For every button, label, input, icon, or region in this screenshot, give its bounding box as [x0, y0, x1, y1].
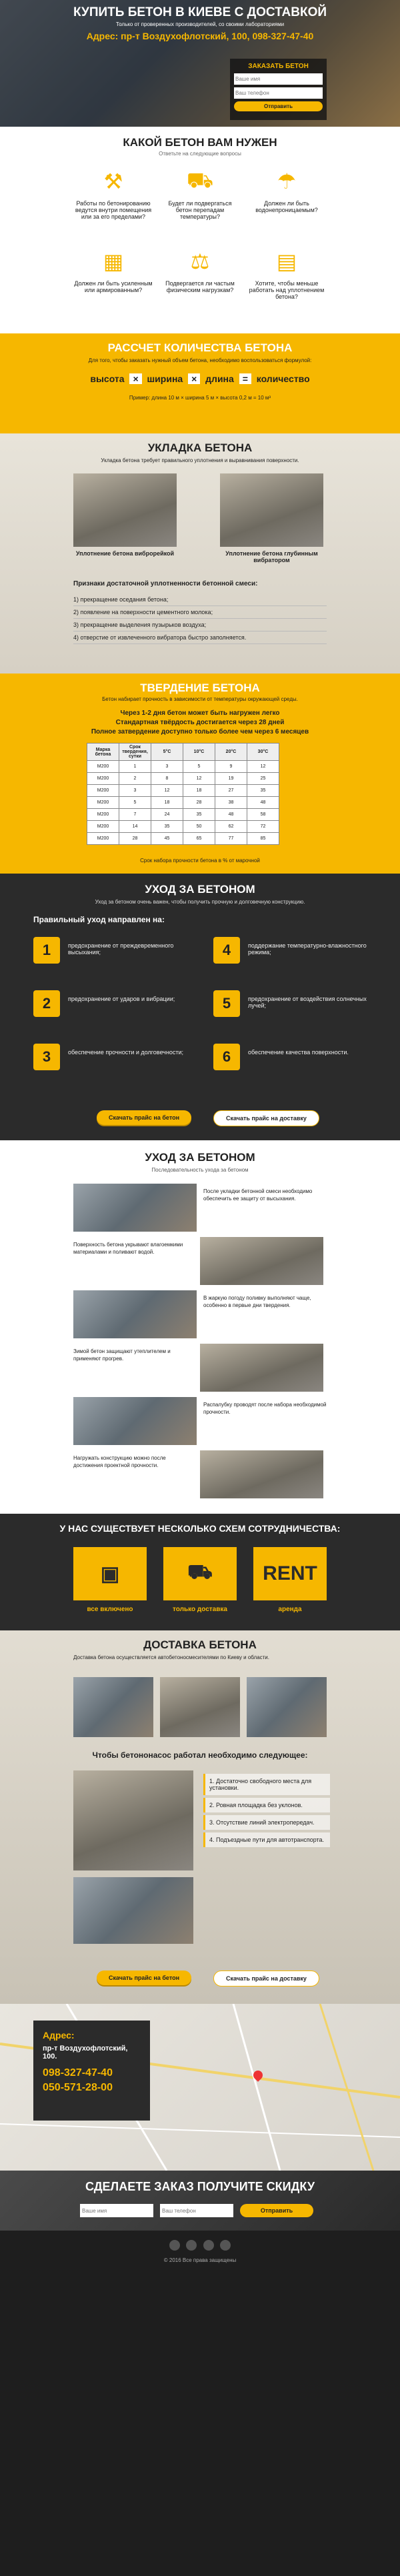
table-cell: 38	[215, 797, 247, 809]
care-number: 6	[213, 1044, 240, 1070]
table-header-cell: 30°C	[247, 744, 279, 761]
care-photo	[73, 1184, 197, 1232]
care-step-text: После укладки бетонной смеси необходимо обеспечить ее защиту от высыхания.	[203, 1188, 313, 1202]
calc-title: РАССЧЕТ КОЛИЧЕСТВА БЕТОНА	[107, 341, 293, 354]
hard-title: ТВЕРДЕНИЕ БЕТОНА	[140, 682, 260, 694]
table-cell: 12	[183, 773, 215, 785]
discount-submit-button[interactable]: Отправить	[240, 2204, 313, 2217]
scheme-label: аренда	[278, 1606, 302, 1613]
contacts-section	[0, 2004, 400, 2171]
submit-button[interactable]: Отправить	[234, 101, 323, 111]
footer-copy: © 2016 Все права защищены	[163, 2257, 237, 2263]
table-cell: M200	[87, 833, 119, 845]
sign-item: 2) появление на поверхности цементного молока;	[73, 606, 327, 619]
question-text: Должен ли быть усиленным или армированным?	[74, 280, 153, 293]
sign-item: 1) прекращение оседания бетона;	[73, 593, 327, 606]
care-number: 4	[213, 937, 240, 964]
name-input[interactable]	[234, 73, 323, 85]
table-row	[87, 761, 279, 773]
care2-title: УХОД ЗА БЕТОНОМ	[145, 1151, 255, 1164]
table-cell: 48	[247, 797, 279, 809]
which-section	[0, 127, 400, 333]
discount-title: СДЕЛАЕТЕ ЗАКАЗ ПОЛУЧИТЕ СКИДКУ	[85, 2180, 315, 2193]
table-cell: 62	[215, 821, 247, 833]
address-label: Адрес:	[43, 2030, 75, 2041]
table-cell: 1	[119, 761, 151, 773]
question-text: Будет ли подвергаться бетон перепадам температуры?	[168, 200, 232, 220]
calc-section	[0, 333, 400, 433]
formula-length: длина	[205, 373, 234, 384]
delivery-photo-1	[73, 1677, 153, 1737]
calc-example: Пример: длина 10 м × ширина 5 м × высота 0,2 м = 10 м³	[129, 395, 271, 401]
address-text: пр-т Воздухофлотский, 100.	[43, 2045, 128, 2061]
question-text: Хотите, чтобы меньше работать над уплотнением бетона?	[249, 280, 325, 300]
formula-result: количество	[256, 373, 310, 384]
table-cell: M200	[87, 785, 119, 797]
care-item-text: обеспечение прочности и долговечности;	[68, 1049, 183, 1056]
table-cell: 5	[183, 761, 215, 773]
table-cell: 85	[247, 833, 279, 845]
care2-section	[0, 1140, 400, 1514]
question-item	[247, 167, 327, 213]
table-cell: 7	[119, 809, 151, 821]
need-item: 1. Достаточно свободного места для установки.	[203, 1774, 330, 1795]
hammer-icon: ⚒	[103, 169, 123, 193]
hard-line3: Полное затвердение доступно только более чем через 6 месяцев	[91, 728, 309, 736]
table-header-cell: 20°C	[215, 744, 247, 761]
care2-subtitle: Последовательность ухода за бетоном	[151, 1167, 249, 1173]
table-row	[87, 773, 279, 785]
signs-title: Признаки достаточной уплотненности бетонной смеси:	[73, 580, 258, 587]
table-cell: 12	[247, 761, 279, 773]
table-cell: 48	[215, 809, 247, 821]
hero-address: Адрес: пр-т Воздухофлотский, 100, 098-327-47-40	[86, 31, 314, 41]
ukladka-title: УКЛАДКА БЕТОНА	[147, 441, 253, 454]
care-item-text: предохранение от воздействия солнечных лучей;	[248, 996, 367, 1009]
table-cell: 3	[151, 761, 183, 773]
calc-desc: Для того, чтобы заказать нужный объем бетона, необходимо воспользоваться формулой:	[88, 357, 312, 363]
care-step-text: Распалубку проводят после набора необходимой прочности.	[203, 1402, 327, 1416]
wall-icon: ▤	[276, 249, 297, 273]
care-item-text: обеспечение качества поверхности.	[248, 1049, 349, 1056]
table-cell: 65	[183, 833, 215, 845]
discount-phone-input[interactable]	[160, 2204, 233, 2217]
need-item: 3. Отсутствие линий электропередач.	[203, 1815, 330, 1830]
hero-section	[0, 0, 400, 127]
schemes-title: У НАС СУЩЕСТВУЕТ НЕСКОЛЬКО СХЕМ СОТРУДНИЧЕСТВА:	[59, 1523, 341, 1534]
table-cell: 3	[119, 785, 151, 797]
scheme-label: только доставка	[173, 1606, 227, 1613]
contacts-card	[33, 2021, 150, 2121]
table-cell: 27	[215, 785, 247, 797]
social-icons	[0, 2240, 400, 2253]
table-cell: M200	[87, 809, 119, 821]
care-delivery-button[interactable]: Скачать прайс на доставку	[213, 1110, 319, 1126]
phone-2[interactable]: 050-571-28-00	[43, 2082, 113, 2093]
delivery-photo-3	[247, 1677, 327, 1737]
formula-op: ×	[129, 373, 141, 384]
ukladka-desc: Укладка бетона требует правильного уплотнения и выравнивания поверхности.	[101, 457, 299, 463]
hard-note: Срок набора прочности бетона в % от марочной	[140, 858, 260, 864]
table-header-cell: 10°C	[183, 744, 215, 761]
schemes-section	[0, 1514, 400, 1630]
ukladka-section	[0, 433, 400, 674]
care-number: 5	[213, 990, 240, 1017]
delivery-price-button[interactable]: Скачать прайс на бетон	[97, 1971, 191, 1985]
pump-photo-2	[73, 1877, 193, 1944]
pump-photo	[73, 1770, 193, 1870]
table-cell: 12	[151, 785, 183, 797]
form-title: ЗАКАЗАТЬ БЕТОН	[248, 63, 309, 70]
needs-list	[203, 1774, 330, 1850]
table-cell: M200	[87, 821, 119, 833]
care-desc: Уход за бетоном очень важен, чтобы получить прочную и долговечную конструкцию.	[95, 899, 305, 905]
phone-1[interactable]: 098-327-47-40	[43, 2067, 113, 2079]
grid-icon: ▦	[103, 249, 124, 273]
table-row	[87, 797, 279, 809]
formula-op: ×	[188, 373, 200, 384]
table-cell: 8	[151, 773, 183, 785]
footer	[0, 2231, 400, 2576]
care-list-title: Правильный уход направлен на:	[33, 915, 165, 924]
care-step-text: Зимой бетон защищают утеплителем и применяют прогрев.	[73, 1348, 171, 1362]
deep-vibro-photo	[220, 473, 323, 547]
table-row	[87, 785, 279, 797]
table-cell: 28	[119, 833, 151, 845]
table-cell: 5	[119, 797, 151, 809]
signs-list	[73, 593, 327, 644]
table-cell: 35	[183, 809, 215, 821]
table-cell: 35	[151, 821, 183, 833]
which-subtitle: Ответьте на следующие вопросы	[159, 151, 241, 157]
table-cell: 18	[151, 797, 183, 809]
table-cell: 9	[215, 761, 247, 773]
discount-section	[0, 2171, 400, 2231]
care-item-text: поддержание температурно-влажностного режима;	[248, 942, 367, 956]
rent-icon: RENT	[253, 1547, 327, 1600]
table-cell: M200	[87, 773, 119, 785]
question-text: Должен ли быть водонепроницаемым?	[255, 200, 318, 213]
care-number: 2	[33, 990, 60, 1017]
care-photo	[73, 1290, 197, 1338]
hard-desc: Бетон набирает прочность в зависимости от температуры окружающей среды.	[102, 696, 298, 702]
table-cell: 25	[247, 773, 279, 785]
truck-icon: ⛟	[186, 167, 214, 192]
care-section	[0, 874, 400, 1140]
hard-section	[0, 674, 400, 874]
table-row	[87, 809, 279, 821]
vk-icon[interactable]	[169, 2240, 180, 2251]
table-row	[87, 833, 279, 845]
table-cell: 19	[215, 773, 247, 785]
care-number: 3	[33, 1044, 60, 1070]
delivery-photo-2	[160, 1677, 240, 1737]
vibro-photo	[73, 473, 177, 547]
hero-subtitle: Только от проверенных производителей, со своими лабораториями	[115, 21, 285, 27]
formula-height: высота	[90, 373, 125, 384]
umbrella-icon: ☂	[277, 169, 297, 193]
need-title: Чтобы бетононасос работал необходимо следующее:	[92, 1750, 308, 1760]
need-item: 4. Подъездные пути для автотранспорта.	[203, 1832, 330, 1847]
delivery-title: ДОСТАВКА БЕТОНА	[143, 1638, 257, 1651]
phone-input[interactable]	[234, 87, 323, 99]
care-step-text: Нагружать конструкцию можно после достижения проектной прочности.	[73, 1455, 166, 1469]
hero-title: КУПИТЬ БЕТОН В КИЕВЕ С ДОСТАВКОЙ	[73, 5, 327, 19]
question-text: Работы по бетонированию ведутся внутри помещения или за его пределами?	[75, 200, 152, 220]
hardening-table	[87, 743, 279, 845]
question-item	[160, 247, 240, 293]
care-item-text: предохранение от преждевременного высыхания;	[68, 942, 174, 956]
deep-vibro-caption: Уплотнение бетона глубинным вибратором	[225, 550, 318, 563]
google-icon[interactable]	[220, 2240, 231, 2251]
table-header-row	[87, 744, 279, 761]
table-cell: 28	[183, 797, 215, 809]
calc-formula	[0, 373, 400, 384]
table-cell: 72	[247, 821, 279, 833]
table-cell: 35	[247, 785, 279, 797]
weight-icon: ⚖	[190, 249, 210, 273]
question-text: Подвергается ли частым физическим нагрузкам?	[165, 280, 235, 293]
delivery-desc: Доставка бетона осуществляется автобетоносмесителями по Киеву и области.	[73, 1654, 269, 1660]
table-cell: 50	[183, 821, 215, 833]
care-photo	[200, 1237, 323, 1285]
hard-line2: Стандартная твёрдость достигается через 28 дней	[115, 719, 285, 726]
table-cell: 58	[247, 809, 279, 821]
which-title: КАКОЙ БЕТОН ВАМ НУЖЕН	[123, 136, 277, 149]
table-header-cell: Марка бетона	[87, 744, 119, 761]
formula-width: ширина	[147, 373, 183, 384]
delivery-delivery-button[interactable]: Скачать прайс на доставку	[213, 1971, 319, 1987]
table-header-cell: Срок твердения, сутки	[119, 744, 151, 761]
care-item-text: предохранение от ударов и вибрации;	[68, 996, 175, 1002]
table-row	[87, 821, 279, 833]
facebook-icon[interactable]	[186, 2240, 197, 2251]
formula-op: =	[239, 373, 251, 384]
scheme-label: все включено	[87, 1606, 133, 1613]
care-photo	[200, 1450, 323, 1498]
question-item	[73, 247, 153, 293]
table-cell: 77	[215, 833, 247, 845]
twitter-icon[interactable]	[203, 2240, 214, 2251]
hero-order-form	[230, 59, 327, 120]
table-cell: M200	[87, 797, 119, 809]
table-cell: 24	[151, 809, 183, 821]
need-item: 2. Ровная площадка без уклонов.	[203, 1798, 330, 1812]
discount-name-input[interactable]	[80, 2204, 153, 2217]
sign-item: 4) отверстие от извлеченного вибратора быстро заполняется.	[73, 631, 327, 644]
box-icon: ▣	[73, 1547, 147, 1600]
table-header-cell: 5°C	[151, 744, 183, 761]
care-number: 1	[33, 937, 60, 964]
table-cell: 45	[151, 833, 183, 845]
care-title: УХОД ЗА БЕТОНОМ	[145, 883, 255, 896]
care-price-button[interactable]: Скачать прайс на бетон	[97, 1110, 191, 1125]
sign-item: 3) прекращение выделения пузырьков воздуха;	[73, 619, 327, 631]
care-photo	[73, 1397, 197, 1445]
delivery-icon: ⛟	[163, 1547, 237, 1600]
hard-line1: Через 1-2 дня бетон может быть нагружен легко	[120, 710, 280, 717]
delivery-section	[0, 1630, 400, 2004]
table-cell: 14	[119, 821, 151, 833]
care-step-text: В жаркую погоду поливку выполняют чаще, особенно в первые дни твердения.	[203, 1295, 311, 1309]
question-item	[160, 167, 240, 220]
care-step-text: Поверхность бетона укрывают влагоемкими материалами и поливают водой.	[73, 1242, 183, 1256]
table-cell: 18	[183, 785, 215, 797]
question-item	[73, 167, 153, 220]
care-photo	[200, 1344, 323, 1392]
vibro-caption: Уплотнение бетона виброрейкой	[75, 550, 175, 557]
table-cell: 2	[119, 773, 151, 785]
question-item	[247, 247, 327, 300]
table-cell: M200	[87, 761, 119, 773]
